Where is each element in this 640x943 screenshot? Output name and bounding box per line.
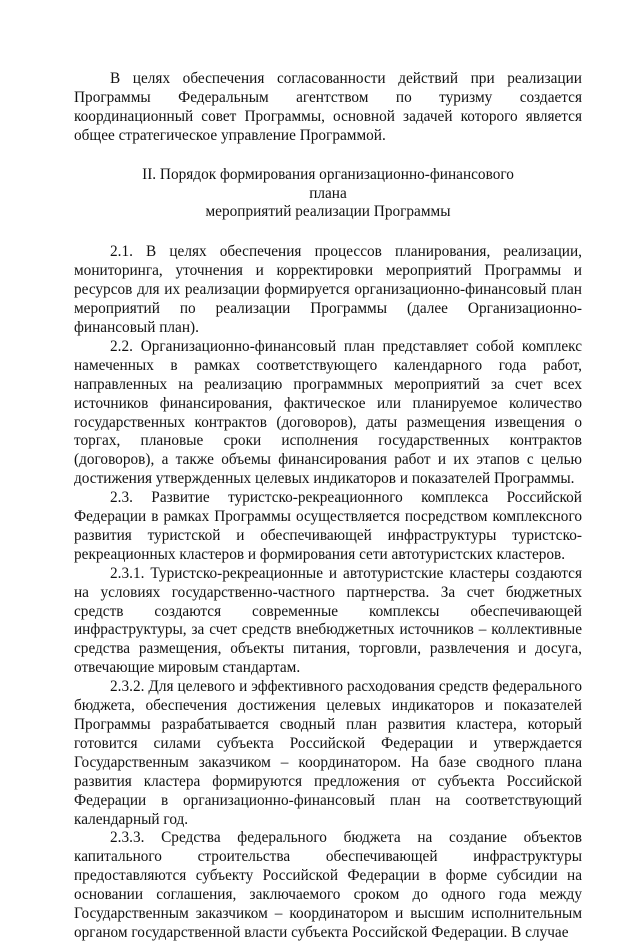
section-heading-line: мероприятий реализации Программы [205, 203, 451, 221]
document-body [74, 70, 582, 943]
paragraph-2-3-1: 2.3.1. Туристско-рекреационные и автотуристские кластеры создаются на условиях государственно-частного партнерства. За счет бюджетных средств создаются современные комплексы обеспечивающей инфраструктуры, за счет средств внебюджетных источников – коллективные средства размещения, объекты питания, торговли, развлечения и досуга, отвечающие мировым стандартам. [74, 564, 582, 677]
paragraph-2-3-2: 2.3.2. Для целевого и эффективного расходования средств федерального бюджета, обеспечения достижения целевых индикаторов и показателей Программы разрабатывается сводный план развития кластера, который готовится силами субъекта Российской Федерации и утверждается Государственным заказчиком – координатором. На базе сводного плана развития кластера формируются предложения от субъекта Российской Федерации в организационно-финансовый план на соответствующий календарный год. [74, 678, 582, 828]
section-heading [74, 166, 582, 223]
intro-paragraph: В целях обеспечения согласованности действий при реализации Программы Федеральным агентством по туризму создается координационный совет Программы, основной задачей которого является общее стратегическое управление Программой. [74, 70, 582, 144]
paragraph-2-3: 2.3. Развитие туристско-рекреационного комплекса Российской Федерации в рамках Программы осуществляется посредством комплексного развития туристской и обеспечивающей инфраструктуры туристско-рекреационных кластеров и формирования сети автотуристских кластеров. [74, 489, 582, 563]
paragraph-2-3-3: 2.3.3. Средства федерального бюджета на создание объектов капитального строительства обеспечивающей инфраструктуры предоставляются субъекту Российской Федерации в форме субсидии на основании соглашения, заключаемого сроком до одного года между Государственным заказчиком – координатором и высшим исполнительным органом государственной власти субъекта Российской Федерации. В случае [74, 829, 582, 941]
paragraph-2-2: 2.2. Организационно-финансовый план представляет собой комплекс намеченных в рамках соответствующего календарного года работ, направленных на реализацию программных мероприятий за счет всех источников финансирования, фактическое или планируемое количество государственных контрактов (договоров), даты размещения извещения о торгах, плановые сроки исполнения государственных контрактов (договоров), а также объемы финансирования работ и их этапов с целью достижения утвержденных целевых индикаторов и показателей Программы. [74, 337, 582, 488]
section-heading-line: II. Порядок формирования организационно-финансового плана [142, 165, 514, 202]
paragraph-2-1: 2.1. В целях обеспечения процессов планирования, реализации, мониторинга, уточнения и корректировки мероприятий Программы и ресурсов для их реализации формируется организационно-финансовый план мероприятий по реализации Программы (далее Организационно-финансовый план). [74, 243, 582, 336]
